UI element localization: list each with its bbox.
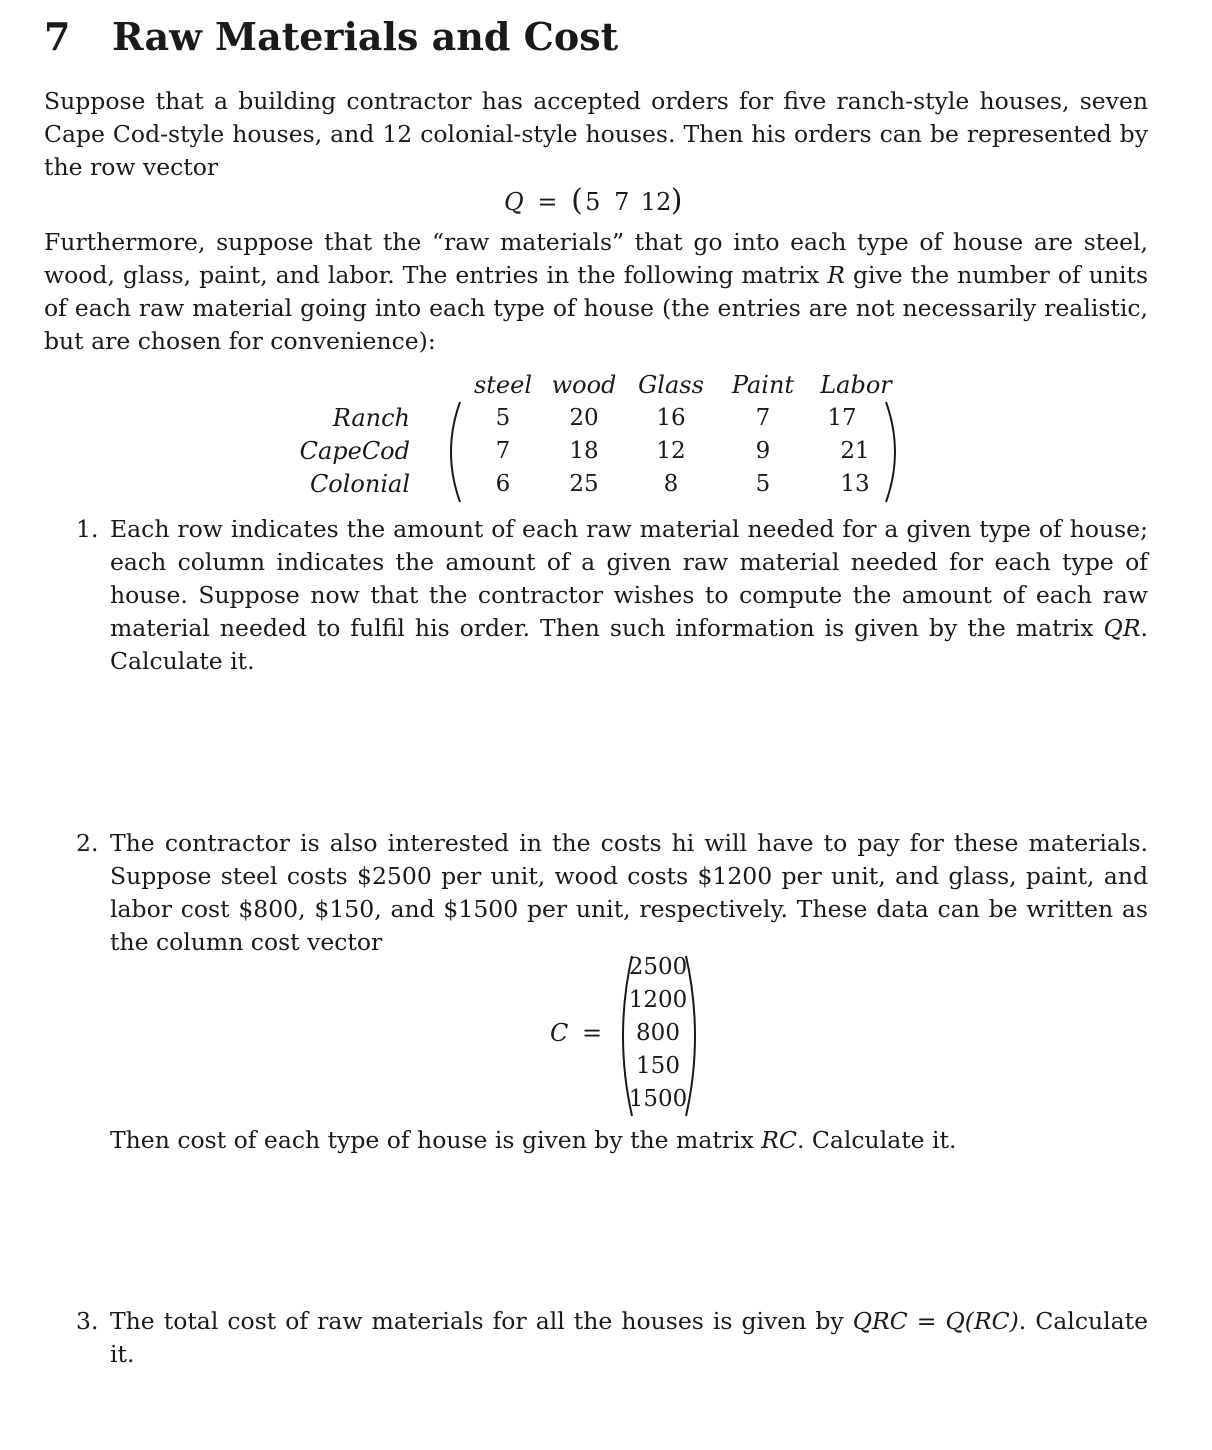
q-rc-expression: Q(RC) — [945, 1307, 1019, 1335]
vector-cell: 800 — [636, 1020, 680, 1046]
intro-paragraph-2: Furthermore, suppose that the “raw materials” that go into each type of house are steel, wood, glass, paint, and labor. The entries in the following matrix R give the number of units of each raw material going into each type of house (the entries are not necessarily realistic, but are chosen for convenience): — [44, 228, 1149, 355]
q-right-paren: ) — [670, 183, 683, 218]
matrix-cell: 6 — [495, 471, 511, 497]
qrc-expression: QRC — [852, 1307, 908, 1335]
matrix-right-paren — [882, 400, 906, 504]
r-variable: R — [827, 261, 845, 289]
c-equation-lhs — [550, 1017, 602, 1050]
matrix-cell: 7 — [755, 405, 771, 431]
rc-variable: RC — [761, 1126, 797, 1154]
matrix-left-paren — [440, 400, 464, 504]
column-header-labor: Labor — [820, 371, 892, 399]
question-2-followup: Then cost of each type of house is given by the matrix RC. Calculate it. — [110, 1126, 957, 1154]
matrix-cell: 9 — [755, 438, 771, 464]
column-header-glass: Glass — [638, 371, 704, 399]
vector-cell: 150 — [636, 1053, 680, 1079]
matrix-cell: 17 — [827, 405, 857, 431]
question-2-text: The contractor is also interested in the costs hi will have to pay for these materials. Suppose steel costs $2500 per unit, wood costs $1200 per unit, and glass, paint, and labor cost $800, $150, and $1500 per unit, respectively. These data can be written as the column cost vector — [110, 829, 1148, 956]
question-2-number: 2. — [76, 829, 99, 857]
qrc-equals: = — [907, 1307, 946, 1335]
matrix-cell: 16 — [656, 405, 686, 431]
vector-cell: 2500 — [628, 954, 688, 980]
column-header-steel: steel — [473, 371, 533, 399]
question-1-number: 1. — [76, 515, 99, 543]
matrix-cell: 13 — [840, 471, 870, 497]
q-value: 12 — [640, 188, 672, 216]
matrix-cell: 8 — [663, 471, 679, 497]
matrix-cell: 18 — [569, 438, 599, 464]
matrix-cell: 5 — [755, 471, 771, 497]
question-3-text: The total cost of raw materials for all the houses is given by QRC = Q(RC). Calculate it. — [110, 1307, 1148, 1368]
q-value: 7 — [614, 188, 630, 216]
row-label-ranch: Ranch — [332, 404, 410, 432]
q-equals: = — [537, 188, 558, 216]
intro-paragraph-1: Suppose that a building contractor has accepted orders for five ranch-style houses, seven Cape Cod-style houses, and 12 colonial-style houses. Then his orders can be represented by the row vector — [44, 87, 1148, 181]
column-header-wood: wood — [551, 371, 617, 399]
matrix-cell: 12 — [656, 438, 686, 464]
matrix-cell: 7 — [495, 438, 511, 464]
q-left-paren: ( — [571, 183, 583, 218]
matrix-cell: 5 — [495, 405, 511, 431]
c-variable: C — [550, 1019, 569, 1047]
qr-variable: QR — [1103, 614, 1141, 642]
c-equals: = — [582, 1019, 603, 1047]
q-value: 5 — [585, 188, 601, 216]
column-header-paint: Paint — [731, 371, 795, 399]
vector-cell: 1200 — [628, 987, 688, 1013]
vector-cell: 1500 — [628, 1086, 688, 1112]
matrix-cell: 20 — [569, 405, 599, 431]
question-1-text: Each row indicates the amount of each raw material needed for a given type of house; each column indicates the amount of a given raw material needed for each type of house. Suppose now that the contractor wishes to compute the amount of each raw material needed to fulfil his order. Then such information is given by the matrix QR. Calculate it. — [110, 515, 1148, 675]
row-label-colonial: Colonial — [309, 470, 410, 498]
row-label-capecod: CapeCod — [299, 437, 410, 465]
section-number: 7 — [44, 14, 71, 59]
section-title: Raw Materials and Cost — [112, 14, 619, 59]
q-variable: Q — [504, 188, 524, 216]
question-3-number: 3. — [76, 1307, 99, 1335]
matrix-cell: 21 — [840, 438, 870, 464]
q-equation — [504, 184, 683, 219]
matrix-cell: 25 — [569, 471, 599, 497]
